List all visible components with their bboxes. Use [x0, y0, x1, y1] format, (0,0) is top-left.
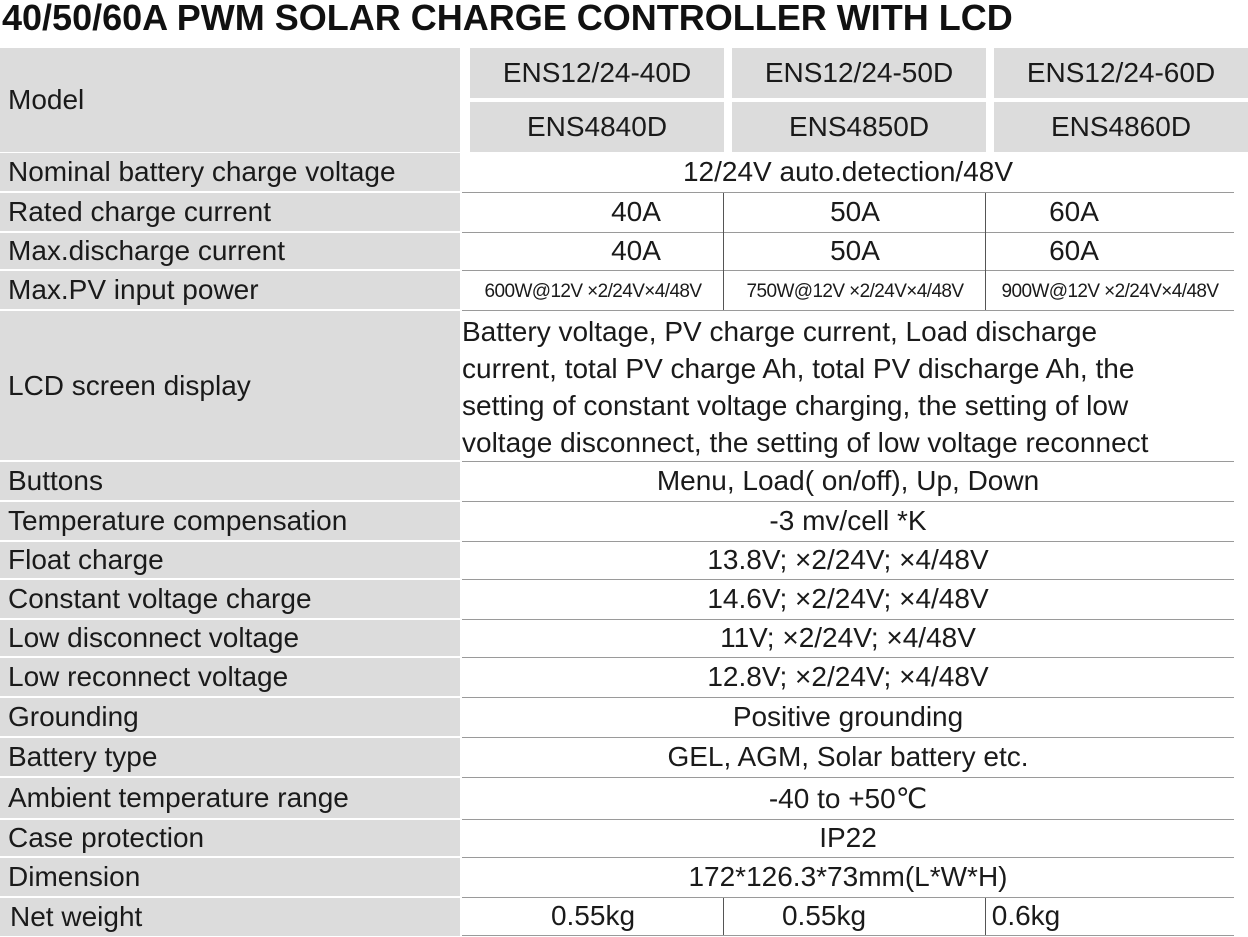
battery-type-label: Battery type — [0, 738, 460, 776]
case-protection-value: IP22 — [819, 822, 877, 853]
rated-charge-label: Rated charge current — [0, 193, 460, 231]
ambient-temp-label: Ambient temperature range — [0, 778, 460, 818]
rated-charge-50: 50A — [830, 196, 880, 227]
model-4860d: ENS4860D — [994, 102, 1248, 152]
model-label: Model — [0, 48, 460, 152]
max-discharge-50: 50A — [830, 235, 880, 266]
model-60d: ENS12/24-60D — [994, 48, 1248, 98]
row-divider — [462, 310, 1234, 311]
max-discharge-60: 60A — [1049, 235, 1099, 266]
lcd-line: Battery voltage, PV charge current, Load discharge — [462, 316, 1098, 347]
column-divider — [985, 898, 986, 935]
net-weight-60: 0.6kg — [991, 900, 1061, 931]
column-divider — [723, 898, 724, 935]
constant-voltage-label: Constant voltage charge — [0, 580, 460, 618]
max-pv-50: 750W@12V ×2/24V×4/48V — [746, 281, 964, 302]
page-title: 40/50/60A PWM SOLAR CHARGE CONTROLLER WITH LCD — [2, 0, 1013, 38]
grounding-label: Grounding — [0, 698, 460, 736]
max-discharge-label: Max.discharge current — [0, 233, 460, 269]
lcd-display-value — [462, 312, 1248, 460]
low-disconnect-value: 11V; ×2/24V; ×4/48V — [720, 622, 976, 653]
column-divider — [985, 193, 986, 310]
lcd-line: current, total PV charge Ah, total PV discharge Ah, the — [462, 353, 1135, 384]
max-discharge-40: 40A — [611, 235, 661, 266]
max-pv-60: 900W@12V ×2/24V×4/48V — [1001, 281, 1219, 302]
grounding-value: Positive grounding — [732, 701, 964, 732]
low-disconnect-label: Low disconnect voltage — [0, 620, 460, 656]
row-divider — [462, 935, 1234, 936]
float-charge-label: Float charge — [0, 542, 460, 578]
lcd-line: voltage disconnect, the setting of low voltage reconnect — [462, 427, 1149, 458]
model-4840d: ENS4840D — [470, 102, 724, 152]
net-weight-40: 0.55kg — [550, 900, 636, 931]
max-pv-40: 600W@12V ×2/24V×4/48V — [484, 281, 702, 302]
float-charge-value: 13.8V; ×2/24V; ×4/48V — [707, 544, 989, 575]
battery-type-value: GEL, AGM, Solar battery etc. — [667, 741, 1029, 772]
rated-charge-40: 40A — [611, 196, 661, 227]
column-divider — [723, 193, 724, 310]
lcd-display-label: LCD screen display — [0, 311, 460, 460]
ambient-temp-value: -40 to +50℃ — [768, 782, 928, 814]
net-weight-label: Net weight — [0, 898, 460, 936]
model-40d: ENS12/24-40D — [470, 48, 724, 98]
temp-compensation-value: -3 mv/cell *K — [769, 505, 927, 536]
buttons-value: Menu, Load( on/off), Up, Down — [656, 465, 1040, 496]
nominal-voltage-value: 12/24V auto.detection/48V — [682, 156, 1014, 187]
nominal-voltage-label: Nominal battery charge voltage — [0, 153, 460, 191]
rated-charge-60: 60A — [1049, 196, 1099, 227]
dimension-value: 172*126.3*73mm(L*W*H) — [688, 861, 1008, 892]
temp-compensation-label: Temperature compensation — [0, 502, 460, 540]
low-reconnect-label: Low reconnect voltage — [0, 658, 460, 696]
constant-voltage-value: 14.6V; ×2/24V; ×4/48V — [707, 583, 989, 614]
case-protection-label: Case protection — [0, 820, 460, 856]
model-4850d: ENS4850D — [732, 102, 986, 152]
low-reconnect-value: 12.8V; ×2/24V; ×4/48V — [707, 661, 989, 692]
model-50d: ENS12/24-50D — [732, 48, 986, 98]
max-pv-label: Max.PV input power — [0, 271, 460, 309]
buttons-label: Buttons — [0, 462, 460, 500]
net-weight-50: 0.55kg — [781, 900, 867, 931]
lcd-line: setting of constant voltage charging, the setting of low — [462, 390, 1129, 421]
dimension-label: Dimension — [0, 858, 460, 896]
